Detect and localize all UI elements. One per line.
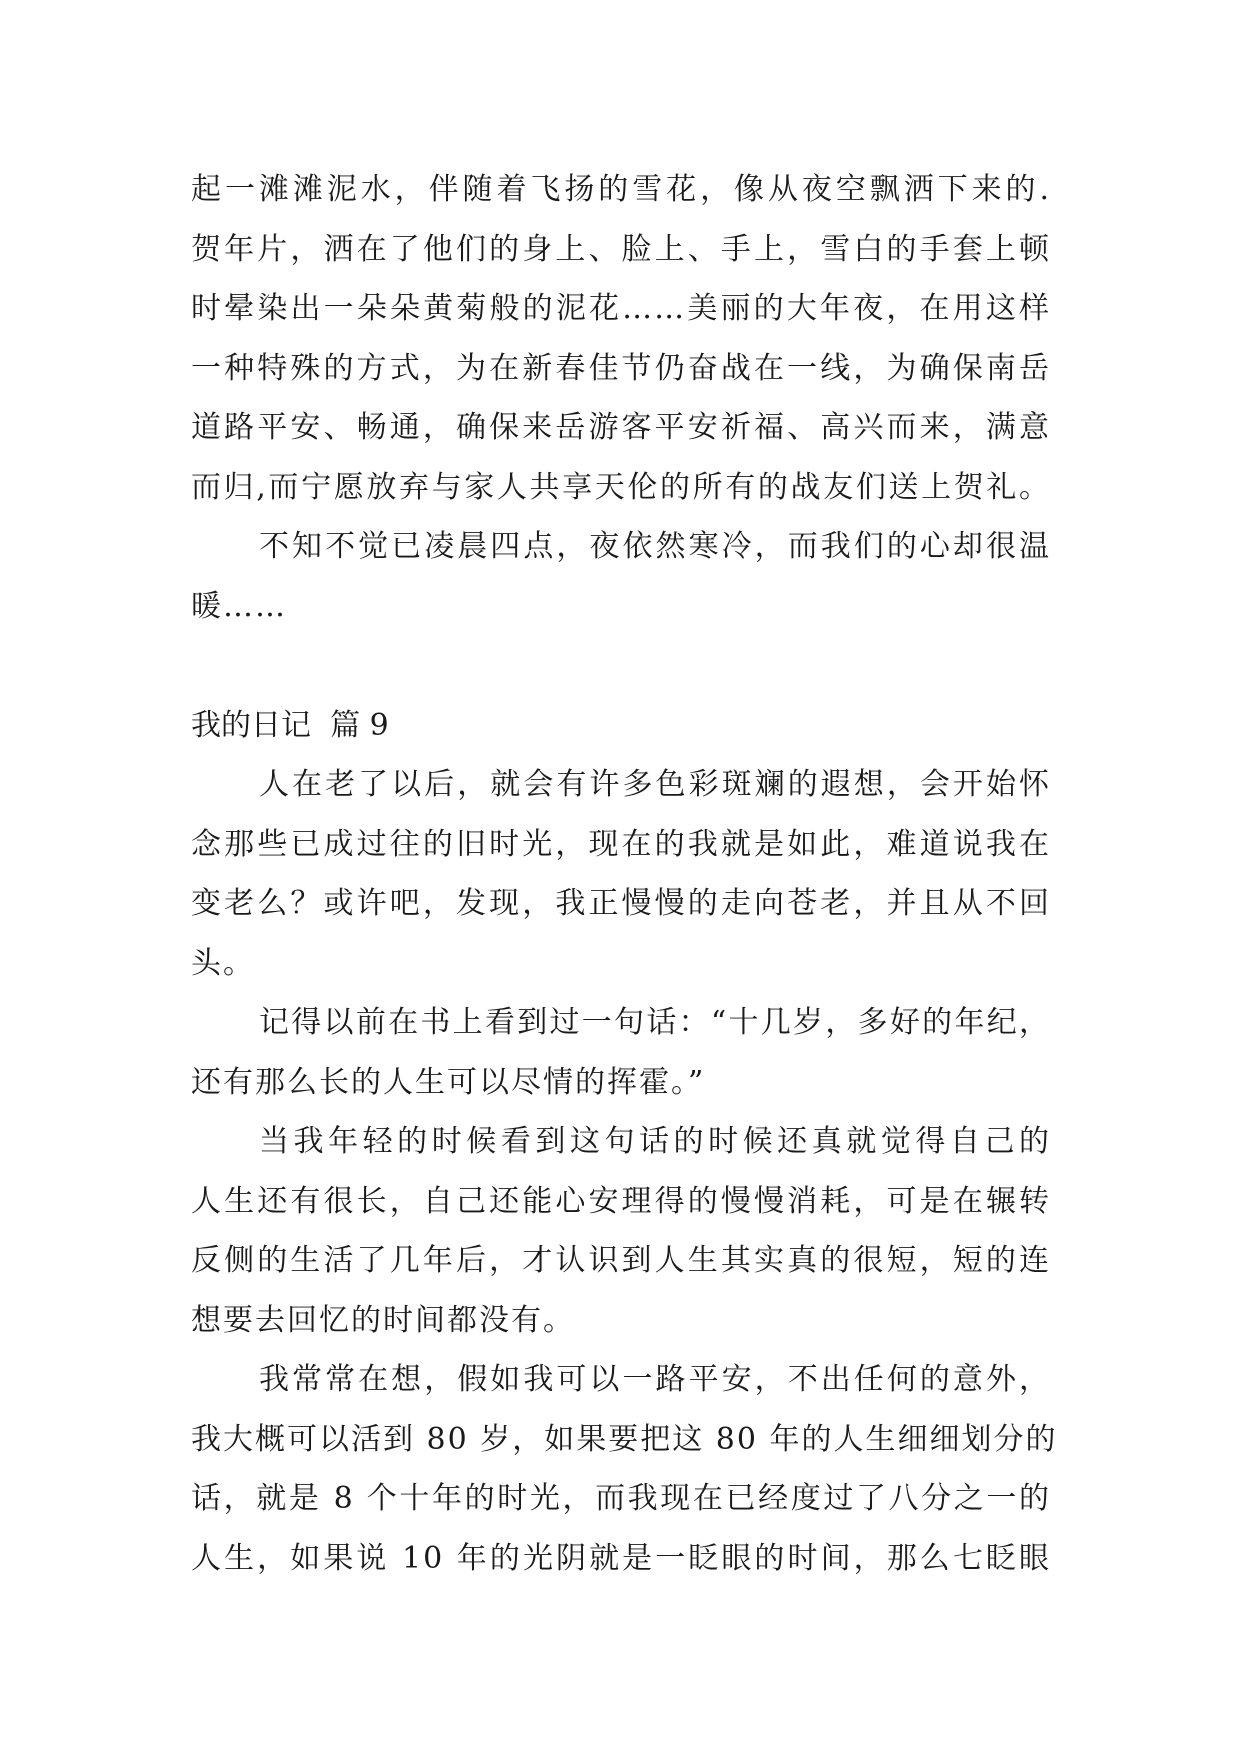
section-heading: 我的日记 篇 9	[191, 707, 389, 743]
text-line: 人在老了以后，就会有许多色彩斑斓的遐想，会开始怀	[259, 767, 1051, 802]
text-line: 反侧的生活了几年后，才认识到人生其实真的很短，短的连	[191, 1243, 1051, 1278]
text-line: 话，就是 8 个十年的时光，而我现在已经度过了八分之一的	[191, 1481, 1051, 1516]
text-line: 贺年片，洒在了他们的身上、脸上、手上，雪白的手套上顿	[191, 231, 1051, 267]
text-line: 人生，如果说 10 年的光阴就是一眨眼的时间，那么七眨眼	[191, 1540, 1051, 1576]
text-line: 念那些已成过往的旧时光，现在的我就是如此，难道说我在	[191, 826, 1051, 862]
text-line: 头。	[191, 945, 255, 981]
text-line: 暖……	[191, 588, 287, 624]
text-line: 一种特殊的方式，为在新春佳节仍奋战在一线，为确保南岳	[191, 350, 1051, 386]
paragraph	[191, 1350, 1058, 1588]
text-line: 还有那么长的人生可以尽情的挥霍。”	[191, 1064, 706, 1100]
text-line: 道路平安、畅通，确保来岳游客平安祈福、高兴而来，满意	[191, 410, 1051, 445]
document-body	[191, 160, 1058, 1588]
paragraph	[191, 160, 1051, 517]
text-line: 记得以前在书上看到过一句话：“十几岁，多好的年纪，	[259, 1005, 1051, 1040]
text-line: 想要去回忆的时间都没有。	[191, 1302, 575, 1338]
text-line: 我常常在想，假如我可以一路平安，不出任何的意外，	[259, 1362, 1051, 1397]
text-line: 当我年轻的时候看到这句话的时候还真就觉得自己的	[259, 1124, 1051, 1159]
paragraph	[191, 993, 1051, 1112]
section-gap	[191, 636, 1051, 696]
paragraph	[191, 755, 1051, 993]
paragraph	[191, 1112, 1051, 1350]
text-line: 而归,而宁愿放弃与家人共享天伦的所有的战友们送上贺礼。	[191, 469, 1051, 505]
text-line: 起一滩滩泥水，伴随着飞扬的雪花，像从夜空飘洒下来的.	[191, 172, 1051, 207]
text-line: 时晕染出一朵朵黄菊般的泥花……美丽的大年夜，在用这样	[191, 291, 1051, 326]
text-line: 不知不觉已凌晨四点，夜依然寒冷，而我们的心却很温	[259, 529, 1051, 564]
text-line: 变老么？或许吧，发现，我正慢慢的走向苍老，并且从不回	[191, 886, 1051, 921]
text-line: 人生还有很长，自己还能心安理得的慢慢消耗，可是在辗转	[191, 1183, 1051, 1219]
text-line: 我大概可以活到 80 岁，如果要把这 80 年的人生细细划分的	[191, 1421, 1058, 1457]
paragraph	[191, 517, 1051, 636]
